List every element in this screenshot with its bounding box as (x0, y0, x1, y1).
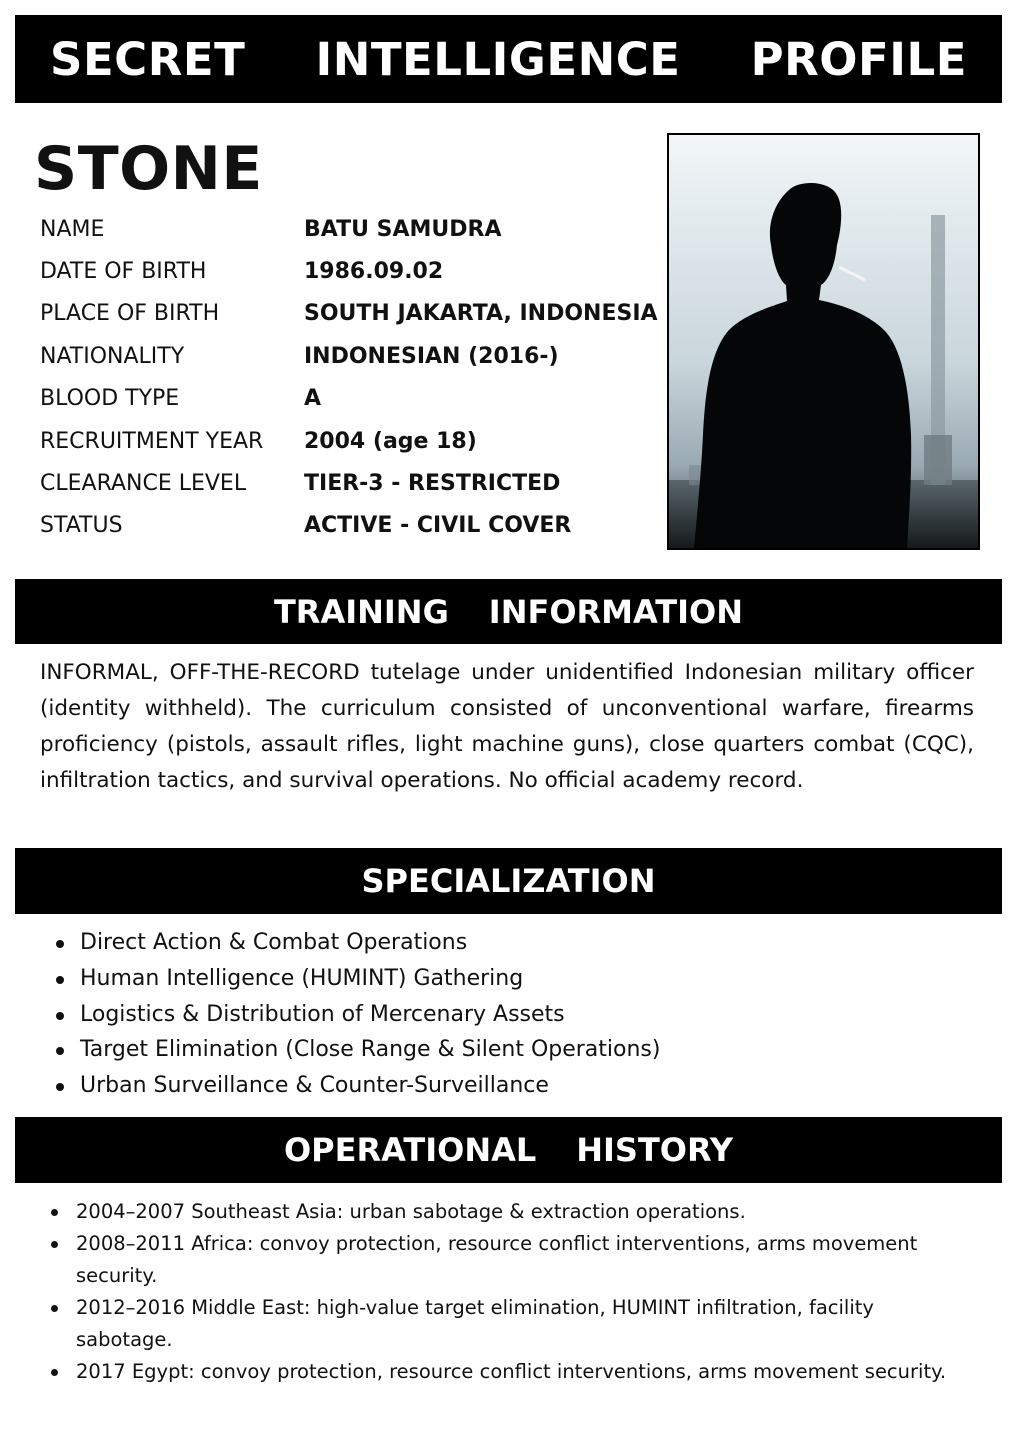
list-item: Target Elimination (Close Range & Silent Operations) (52, 1032, 982, 1068)
profile-row-recruitment-year (40, 420, 660, 462)
operational-history-section-header: OPERATIONAL HISTORY (15, 1117, 1002, 1183)
profile-value: TIER-3 - RESTRICTED (304, 471, 561, 497)
list-item: Logistics & Distribution of Mercenary Assets (52, 997, 982, 1033)
profile-value: 2004 (age 18) (304, 428, 477, 454)
profile-table (40, 208, 660, 547)
list-item: Direct Action & Combat Operations (52, 925, 982, 961)
profile-row-date-of-birth (40, 250, 660, 292)
codename: STONE (34, 134, 263, 204)
profile-value: A (304, 386, 322, 412)
profile-value: SOUTH JAKARTA, INDONESIA (304, 301, 658, 327)
profile-label: RECRUITMENT YEAR (40, 428, 264, 454)
profile-row-status (40, 505, 660, 547)
profile-row-name (40, 208, 660, 250)
specialization-list (52, 925, 982, 1104)
profile-label: DATE OF BIRTH (40, 259, 207, 285)
list-item: 2008–2011 Africa: convoy protection, resource conflict interventions, arms movement security. (48, 1228, 968, 1292)
profile-value: BATU SAMUDRA (304, 216, 502, 242)
list-item: 2017 Egypt: convoy protection, resource conflict interventions, arms movement security. (48, 1356, 968, 1388)
profile-row-blood-type (40, 378, 660, 420)
list-item: 2004–2007 Southeast Asia: urban sabotage & extraction operations. (48, 1196, 968, 1228)
list-item: Human Intelligence (HUMINT) Gathering (52, 961, 982, 997)
profile-row-clearance-level (40, 462, 660, 504)
profile-label: BLOOD TYPE (40, 386, 180, 412)
page-title: SECRET INTELLIGENCE PROFILE (15, 15, 1002, 103)
training-section-header: TRAINING INFORMATION (15, 579, 1002, 644)
profile-label: CLEARANCE LEVEL (40, 471, 247, 497)
profile-label: STATUS (40, 513, 123, 539)
profile-row-nationality (40, 335, 660, 377)
profile-value: ACTIVE - CIVIL COVER (304, 513, 572, 539)
profile-value: INDONESIAN (2016-) (304, 343, 559, 369)
profile-photo (667, 133, 980, 550)
profile-label: NATIONALITY (40, 343, 185, 369)
operational-history-list (48, 1196, 968, 1388)
specialization-section-header: SPECIALIZATION (15, 848, 1002, 914)
silhouette-portrait-image (669, 135, 978, 548)
training-description: INFORMAL, OFF-THE-RECORD tutelage under unidentified Indonesian military officer (identity withheld). The curriculum consisted of unconventional warfare, firearms proficiency (pistols, assault rifles, light machine guns), close quarters combat (CQC), infiltration tactics, and survival operations. No official academy record. (40, 660, 974, 793)
list-item: 2012–2016 Middle East: high-value target elimination, HUMINT infiltration, facility sabotage. (48, 1292, 968, 1356)
list-item: Urban Surveillance & Counter-Surveillance (52, 1068, 982, 1104)
profile-row-place-of-birth (40, 293, 660, 335)
profile-label: NAME (40, 216, 105, 242)
profile-value: 1986.09.02 (304, 259, 444, 285)
profile-label: PLACE OF BIRTH (40, 301, 220, 327)
